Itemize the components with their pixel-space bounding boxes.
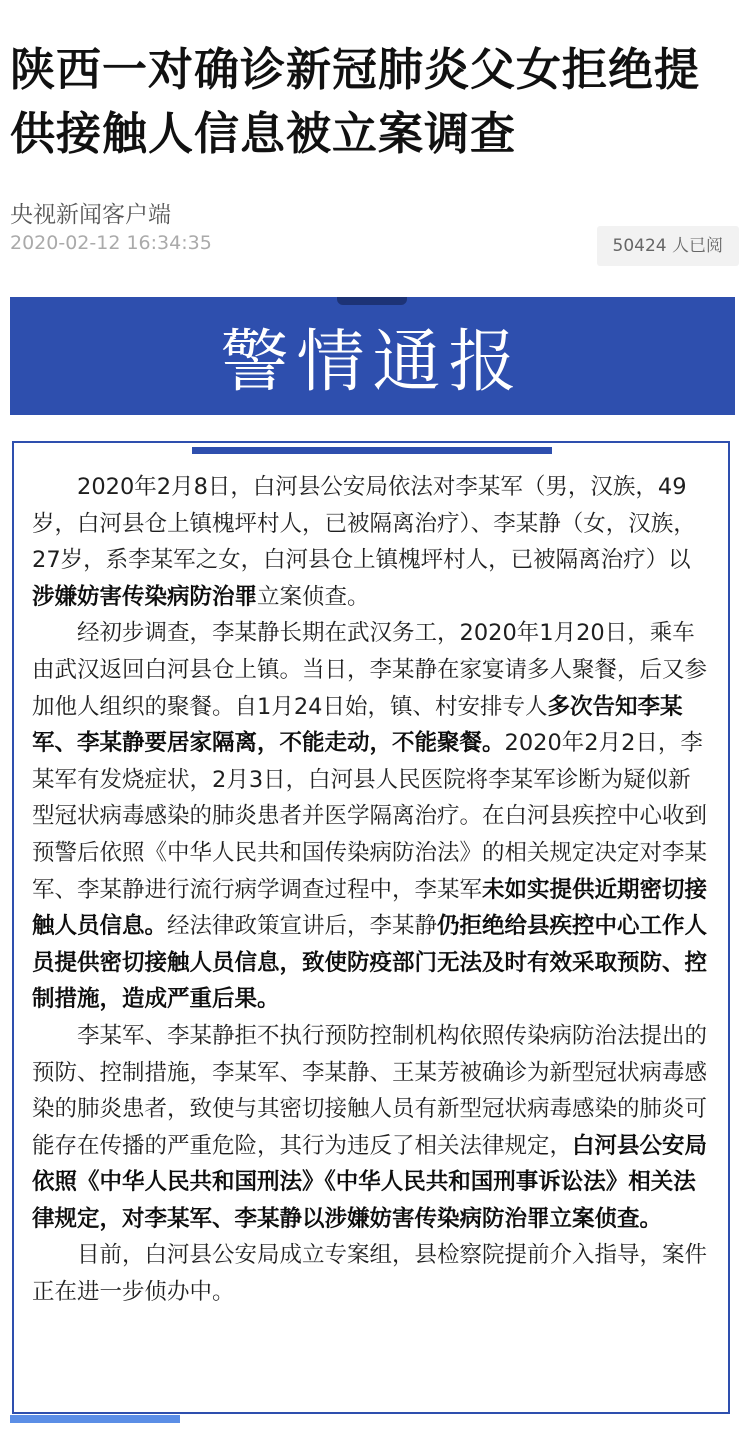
view-count-badge: 50424 人已阅 bbox=[597, 226, 739, 266]
notice-bold-text: 涉嫌妨害传染病防治罪 bbox=[32, 583, 258, 610]
notice-paragraph bbox=[32, 469, 712, 615]
notice-bold-text: 未如实提供近期密切接触人员信息。 bbox=[32, 876, 708, 940]
notice-text: 目前，白河县公安局成立专案组，县检察院提前介入指导，案件正在进一步侦办中。 bbox=[32, 1242, 708, 1306]
notice-paragraph bbox=[32, 1237, 712, 1310]
publish-timestamp: 2020-02-12 16:34:35 bbox=[10, 232, 212, 254]
article-source[interactable]: 央视新闻客户端 bbox=[10, 202, 171, 228]
notice-text: 2020年2月8日，白河县公安局依法对李某军（男，汉族，49岁，白河县仓上镇槐坪村人，已被隔离治疗）、李某静（女，汉族，27岁，系李某军之女，白河县仓上镇槐坪村人，已被隔离治疗）以 bbox=[32, 474, 696, 574]
notice-bottom-rule bbox=[10, 1415, 180, 1423]
article-title: 陕西一对确诊新冠肺炎父女拒绝提供接触人信息被立案调查 bbox=[10, 43, 701, 160]
notice-body bbox=[32, 469, 712, 1311]
notice-text: 经初步调查，李某静长期在武汉务工，2020年1月20日，乘车由武汉返回白河县仓上镇。当日，李某静在家宴请多人聚餐，后又参加他人组织的聚餐。自1月24日始，镇、村安排专人 bbox=[32, 620, 708, 720]
notice-text: 立案侦查。 bbox=[257, 583, 370, 610]
police-notice-image[interactable] bbox=[10, 295, 735, 1425]
notice-bold-text: 仍拒绝给县疾控中心工作人员提供密切接触人员信息，致使防疫部门无法及时有效采取预防、控制措施，造成严重后果。 bbox=[32, 913, 708, 1013]
notice-text: 李某军、李某静拒不执行预防控制机构依照传染病防治法提出的预防、控制措施，李某军、李某静、王某芳被确诊为新型冠状病毒感染的肺炎患者，致使与其密切接触人员有新型冠状病毒感染的肺炎可能存在传播的严重危险，其行为违反了相关法律规定， bbox=[32, 1022, 708, 1159]
notice-top-rule bbox=[192, 447, 552, 454]
notice-bold-text: 白河县公安局依照《中华人民共和国刑法》《中华人民共和国刑事诉讼法》相关法律规定，对李某军、李某静以涉嫌妨害传染病防治罪立案侦查。 bbox=[32, 1132, 708, 1232]
notice-banner bbox=[10, 297, 735, 415]
notice-paragraph bbox=[32, 1018, 712, 1238]
notice-text: 经法律政策宣讲后，李某静 bbox=[167, 913, 438, 940]
banner-notch bbox=[337, 297, 407, 305]
notice-bold-text: 多次告知李某军、李某静要居家隔离，不能走动，不能聚餐。 bbox=[32, 693, 683, 757]
notice-text: 2020年2月2日，李某军有发烧症状，2月3日，白河县人民医院将李某军诊断为疑似新型冠状病毒感染的肺炎患者并医学隔离治疗。在白河县疾控中心收到预警后依照《中华人民共和国传染病防治法》的相关规定决定对李某军、李某静进行流行病学调查过程中，李某军 bbox=[32, 730, 708, 903]
notice-paragraph bbox=[32, 615, 712, 1018]
notice-banner-title: 警情通报 bbox=[220, 322, 525, 402]
